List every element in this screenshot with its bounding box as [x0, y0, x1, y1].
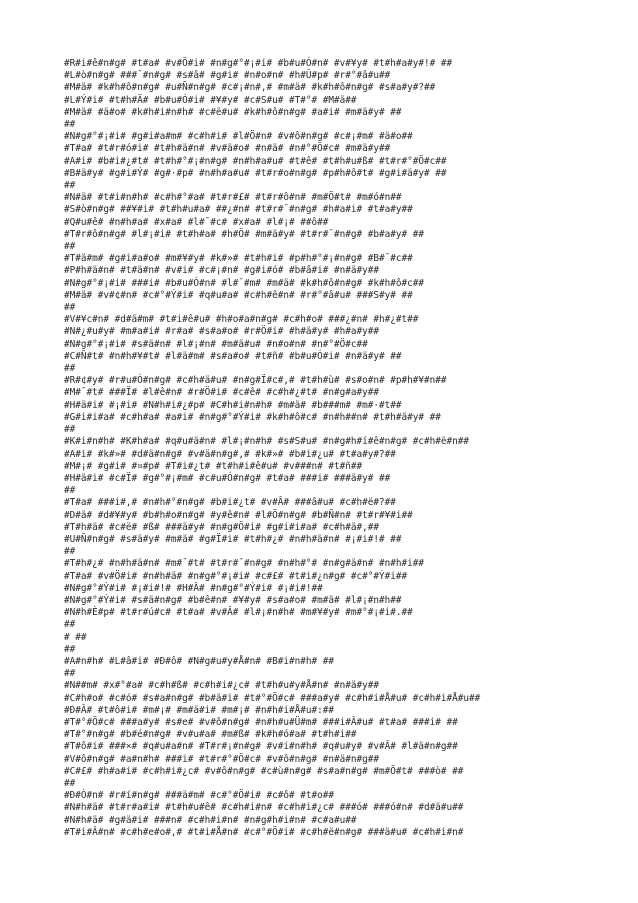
text-line: #T#a# #v#Ö#i# #n#h#ä# #n#g#°#¡#i# #c#£# #t#i#¿n#g# #c#°#Ý#i## [64, 570, 408, 582]
text-line: #M#ä# #v#¢#n# #c#°#Ý#i# #q#u#a# #c#h#ê#n# #r#°#â#u# ###S#y# ## [64, 289, 413, 301]
text-line: #D#ä# #d#¥#y# #b#h#o#n#g# #y#ê#n# #l#Ö#n#g# #b#Ñ#n# #t#r#¥#i## [64, 509, 413, 521]
text-line: #V#¥c#n# #d#ä#m# #t#i#ê#u# #h#o#a#n#g# #c#h#o# ###¿#n# #h#¿#t## [64, 314, 419, 326]
text-line: #N#g#°#¡#i# #s#ä#n# #l#¡#n# #m#ä#u# #n#o#n# #n#°#Ö#c## [64, 338, 368, 350]
text-line: #Q#u#ê# #n#h#a# #x#a# #l#¯#c# #x#a# #l#¡# ##ô## [64, 216, 329, 228]
text-line: #M#ä# #k#h#ô#n#g# #u#Ñ#n#g# #c#¡#n#,# #m#ä# #k#h#ô#n#g# #s#a#y#?## [64, 82, 436, 94]
text-line: #N#g#°#¡#i# ###i# #b#u#Ó#n# #l#¯#m# #m#ä# #k#h#ô#n#g# #k#h#ô#c## [64, 277, 425, 289]
text-line: #N#h#È#p# #t#r#ú#c# #t#a# #v#Â# #l#¡#n#h# #m#¥#y# #m#°#¡#i#.## [64, 607, 413, 619]
text-line: #T#r#ô#n#g# #l#¡#i# #t#h#a# #h#Ö# #m#ä#y# #t#r#¯#n#g# #b#a#y# ## [64, 228, 425, 240]
text-line: #Ð#Ò#n# #r#í#n#g# ###ä#m# #c#°#Ö#i# #c#ô# #t#o## [64, 790, 335, 802]
text-line: #N#h#ä# #g#ä#i# ###n# #c#h#i#n# #n#g#h#i#n# #c#a#u## [64, 814, 357, 826]
document-body-text [64, 58, 638, 839]
blank-line-marker: ## [64, 119, 76, 131]
text-line: #R#¢#y# #r#u#Ó#n#g# #c#h#ä#u# #n#g#Ï#c#,# #t#h#ù# #s#o#n# #p#h#¥#n## [64, 375, 447, 387]
blank-line-marker: ## [64, 302, 76, 314]
text-line: #N#h#ä# #t#r#a#i# #t#h#u#ê# #c#h#i#n# #c#h#i#¿c# ###ó# ###ó#n# #d#ä#u## [64, 802, 464, 814]
text-line: # ## [64, 631, 87, 643]
text-line: #T#a# ###i#,# #n#h#°#n#g# #b#i#¿t# #v#Â# ###â#u# #c#h#ë#?## [64, 497, 396, 509]
text-line: #T#i#Â#n# #c#h#e#o#,# #t#i#Å#n# #c#°#Ö#i# #c#h#ë#n#g# ###ä#u# #c#h#i#n# [64, 826, 464, 838]
blank-line-marker: ## [64, 619, 76, 631]
text-line: #H#ä#i# #¡#i# #N#h#i#¿#p# #C#h#i#n#h# #m#ä# #b###m# #m#·#t## [64, 399, 402, 411]
text-line: #A#i# #k#»# #d#ä#n#g# #v#ä#n#g#,# #k#»# #b#i#¿u# #t#a#y#?## [64, 448, 396, 460]
text-line: #P#h#ä#n# #t#ä#n# #v#i# #c#¡#n# #g#i#ó# #b#â#i# #n#ä#y## [64, 265, 380, 277]
blank-line-marker: ## [64, 363, 76, 375]
blank-line-marker: ## [64, 424, 76, 436]
blank-line-marker: ## [64, 546, 76, 558]
text-line: #T#ä#m# #g#i#a#o# #m#¥#y# #k#»# #t#h#i# #p#h#°#¡#n#g# #B#¯#c## [64, 253, 413, 265]
text-line: #N#g#°#Ý#i# #s#ä#n#g# #b#ê#n# #¥#y# #s#a#o# #m#ä# #l#¡#n#h## [64, 594, 402, 606]
text-line: #N#ä# #t#i#n#h# #c#h#°#a# #t#r#£# #t#r#ô#n# #m#Ö#t# #m#ó#n## [64, 192, 402, 204]
text-line: #H#ä#i# #c#Ï# #g#°#¡#m# #c#u#Ó#n#g# #t#a# ###i# ###ä#y# ## [64, 472, 391, 484]
text-line: #T#h#¿# #n#h#ä#n# #m#¯#t# #t#r#¯#n#g# #n#h#°# #n#g#ä#n# #n#h#i## [64, 558, 425, 570]
text-line: #M#¡# #g#i# #¤#p# #T#i#¿t# #t#h#i#ê#u# #v###n# #t#ñ## [64, 460, 363, 472]
text-line: #U#Ñ#n#g# #s#ä#y# #m#ä# #g#Ï#i# #t#h#¿# #n#h#ä#n# #¡#i#!# ## [64, 533, 402, 545]
text-line: #B#ä#y# #g#i#Ý# #g#·#p# #n#h#a#u# #t#r#o#n#g# #p#h#ô#t# #g#i#ä#y# ## [64, 167, 447, 179]
text-line: #M#¯#t# ###Ï# #l#ê#n# #r#Ö#i# #c#ê# #c#h#¿#t# #n#g#a#y## [64, 387, 380, 399]
text-line: #N#¿#u#y# #m#a#i# #r#a# #s#a#o# #r#Ö#i# #h#ä#y# #h#a#y## [64, 326, 380, 338]
text-line: #C#h#o# #c#ó# #s#a#n#g# #b#ä#i# #t#°#Ö#c# ###a#y# #c#h#i#Å#u# #c#h#i#Å#u## [64, 692, 481, 704]
text-line: #N#g#°#Ý#i# #¡#i#!# #H#Â# #n#g#°#Ý#i# #¡#i#!## [64, 582, 323, 594]
text-line: #L#Ý#i# #t#h#Ä# #b#u#Ó#i# #¥#y# #c#S#u# #T#°# #M#ä## [64, 94, 357, 106]
text-line: #Ð#Â# #t#ô#i# #m#¡# #m#ä#i# #m#¡# #n#h#i#Å#u#:## [64, 704, 335, 716]
text-line: #C#Ñ#t# #n#h#¥#t# #l#ä#m# #s#a#o# #t#ñ# #b#u#Ó#i# #n#ä#y# ## [64, 350, 402, 362]
text-line: #T#ô#i# ###×# #q#u#a#n# #T#r#¡#n#g# #v#i#n#h# #q#u#y# #v#Â# #l#ä#n#g## [64, 741, 458, 753]
text-line: #C#£# #h#a#i# #c#h#i#¿c# #v#ô#n#g# #c#ù#n#g# #s#a#n#g# #m#Ö#t# ###ò# ## [64, 765, 464, 777]
text-line: #G#i#i#a# #c#h#a# #a#i# #n#g#°#Ý#i# #k#h#ô#c# #n#h##n# #t#h#ä#y# ## [64, 411, 441, 423]
text-line: #T#h#ä# #c#ë# #ß# ###ä#y# #n#g#Ö#i# #g#i#i#a# #c#h#ä#,## [64, 521, 380, 533]
text-line: #T#°#Ö#c# ###a#y# #s#e# #v#ô#n#g# #n#h#u#Ü#m# ###i#Â#u# #t#a# ###i# ## [64, 716, 458, 728]
blank-line-marker: ## [64, 485, 76, 497]
text-line: #T#a# #t#r#ó#i# #t#h#ä#n# #v#ä#o# #n#ä# #n#°#Ö#c# #m#ä#y## [64, 143, 391, 155]
text-line: #N#g#°#¡#i# #g#i#a#m# #c#h#i# #l#Ö#n# #v#ô#n#g# #c#¡#m# #ä#o## [64, 131, 413, 143]
blank-line-marker: ## [64, 241, 76, 253]
text-line: #M#ä# #ä#o# #k#h#i#n#h# #c#ë#u# #k#h#ô#n#g# #a#i# #m#ä#y# ## [64, 106, 402, 118]
text-line: #N##m# #x#°#a# #c#h#ß# #c#h#i#¿c# #t#h#u#y#Å#n# #n#ä#y## [64, 680, 380, 692]
text-line: #K#i#n#h# #K#h#a# #q#u#ä#n# #l#¡#n#h# #s#S#u# #n#g#h#í#ê#n#g# #c#h#ë#n## [64, 436, 470, 448]
text-line: #A#n#h# #L#â#i# #Ð#ô# #N#g#u#y#Å#n# #B#i#n#h# ## [64, 655, 335, 667]
text-line: #V#ô#n#g# #a#n#h# ###i# #t#r#°#Ö#c# #v#ô#n#g# #n#ä#n#g## [64, 753, 380, 765]
text-line: #A#i# #b#i#¿#t# #t#h#°#¡#n#g# #n#h#a#u# #t#ê# #t#h#u#ß# #t#r#°#Ö#c## [64, 155, 447, 167]
blank-line-marker: ## [64, 180, 76, 192]
blank-line-marker: ## [64, 643, 76, 655]
blank-line-marker: ## [64, 777, 76, 789]
text-line: #T#°#n#g# #b#é#n#g# #v#u#a# #m#ß# #k#h#ó#a# #t#h#i## [64, 729, 357, 741]
text-line: #R#i#ê#n#g# #t#a# #v#Ö#i# #n#g#°#¡#i# #b#u#Ó#n# #v#¥y# #t#h#a#y#!# ## [64, 58, 453, 69]
text-line: #S#ò#n#g# ##¥#i# #t#h#u#a# ##¿#n# #t#r#¯#n#g# #h#a#i# #t#a#y## [64, 204, 413, 216]
text-line: #L#ò#n#g# ###¯#n#g# #s#â# #g#i# #n#o#n# #h#Û#p# #r#°#â#u## [64, 70, 391, 82]
blank-line-marker: ## [64, 668, 76, 680]
